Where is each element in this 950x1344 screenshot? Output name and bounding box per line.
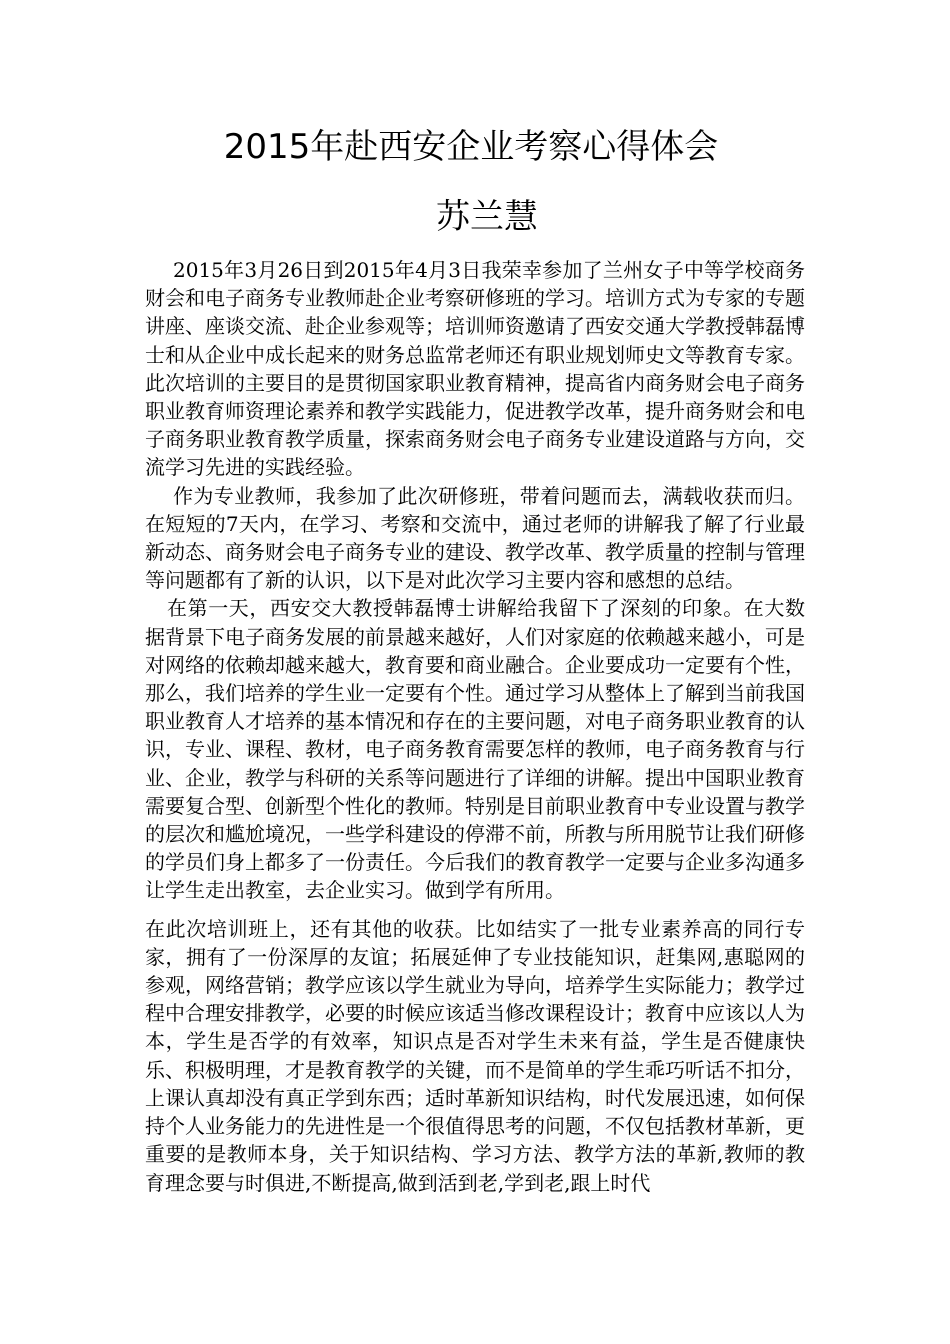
paragraph-other-gains: 在此次培训班上，还有其他的收获。比如结实了一批专业素养高的同行专家，拥有了一份深厚的友谊；拓展延伸了专业技能知识，赶集网,惠聪网的参观，网络营销；教学应该以学生就业为导向，培养学生实际能力；教学过程中合理安排教学，必要的时候应该适当修改课程设计；教育中应该以人为本，学生是否学的有效率，知识点是否对学生未来有益，学生是否健康快乐、积极明理，才是教育教学的关键，而不是简单的学生乖巧听话不扣分，上课认真却没有真正学到东西；适时革新知识结构，时代发展迅速，如何保持个人业务能力的先进性是一个很值得思考的问题，不仅包括教材革新，更重要的是教师本身，关于知识结构、学习方法、教学方法的革新,教师的教育理念要与时俱进,不断提高,做到活到老,学到老,跟上时代 [145, 916, 805, 1195]
document-body [145, 256, 805, 1197]
author-name: 苏兰慧 [436, 197, 538, 237]
paragraph-participation: 作为专业教师，我参加了此次研修班，带着问题而去，满载收获而归。在短短的7天内，在学习、考察和交流中，通过老师的讲解我了解了行业最新动态、商务财会电子商务专业的建设、教学改革、教学质量的控制与管理等问题都有了新的认识，以下是对此次学习主要内容和感想的总结。 [145, 483, 805, 593]
document-title: 2015年赴西安企业考察心得体会 [223, 127, 719, 167]
paragraph-first-day: 在第一天，西安交大教授韩磊博士讲解给我留下了深刻的印象。在大数据背景下电子商务发展的前景越来越好，人们对家庭的依赖越来越小，可是对网络的依赖却越来越大，教育要和商业融合。企业要成功一定要有个性，那么，我们培养的学生业一定要有个性。通过学习从整体上了解到当前我国职业教育人才培养的基本情况和存在的主要问题，对电子商务职业教育的认识，专业、课程、教材，电子商务教育需要怎样的教师，电子商务教育与行业、企业，教学与科研的关系等问题进行了详细的讲解。提出中国职业教育需要复合型、创新型个性化的教师。特别是目前职业教育中专业设置与教学的层次和尴尬境况，一些学科建设的停滞不前，所教与所用脱节让我们研修的学员们身上都多了一份责任。今后我们的教育教学一定要与企业多沟通多让学生走出教室，去企业实习。做到学有所用。 [145, 596, 805, 903]
paragraph-training-overview: 2015年3月26日到2015年4月3日我荣幸参加了兰州女子中等学校商务财会和电子商务专业教师赴企业考察研修班的学习。培训方式为专家的专题讲座、座谈交流、赴企业参观等；培训师资邀请了西安交通大学教授韩磊博士和从企业中成长起来的财务总监常老师还有职业规划师史文等教育专家。此次培训的主要目的是贯彻国家职业教育精神，提高省内商务财会电子商务职业教育师资理论素养和教学实践能力，促进教学改革，提升商务财会和电子商务职业教育教学质量，探索商务财会电子商务专业建设道路与方向，交流学习先进的实践经验。 [145, 258, 805, 480]
